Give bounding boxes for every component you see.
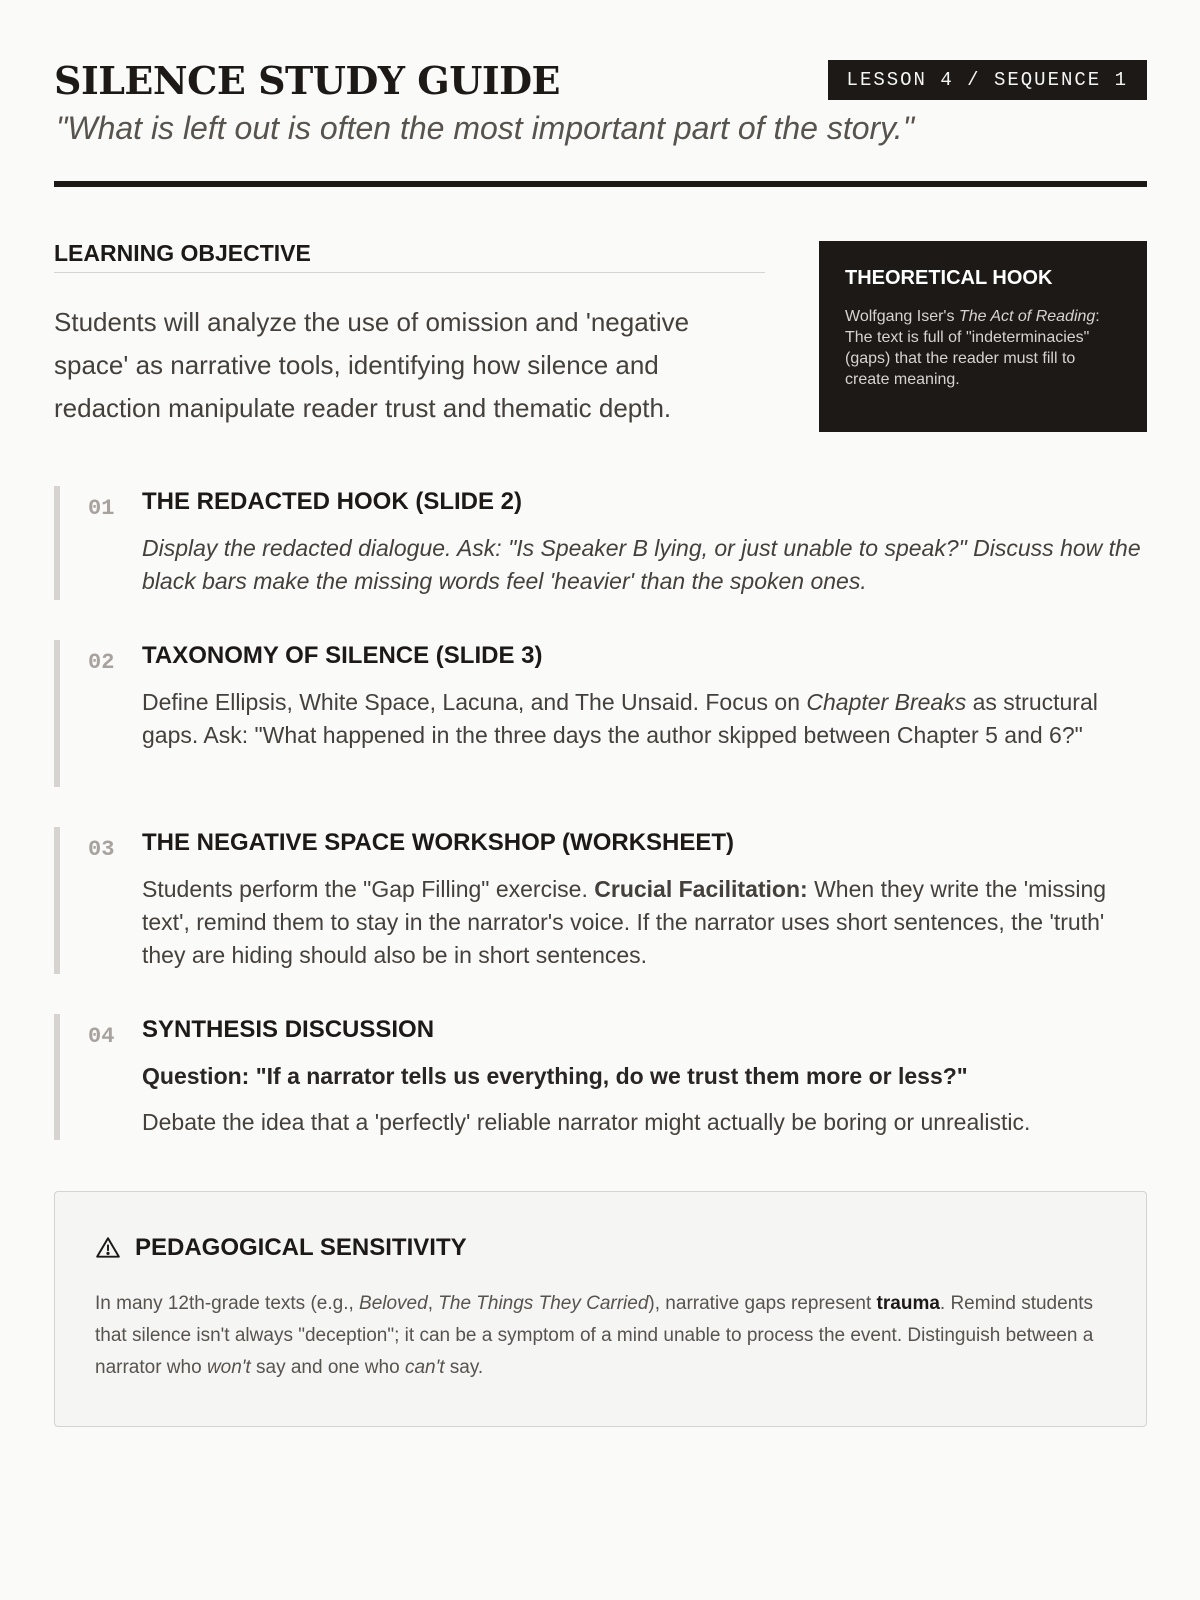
sens-text-part: ), narrative gaps represent <box>648 1293 877 1314</box>
step-body <box>142 873 1147 972</box>
sensitivity-title: PEDAGOGICAL SENSITIVITY <box>135 1234 467 1261</box>
step-number: 02 <box>88 650 115 675</box>
learning-objective-text: Students will analyze the use of omission and 'negative space' as narrative tools, identifying how silence and redaction manipulate reader trust and thematic depth. <box>54 307 690 423</box>
hook-rest: : The text is full of "indeterminacies" (gaps) that the reader must fill to create meaning. <box>845 308 1100 388</box>
lesson-badge: LESSON 4 / SEQUENCE 1 <box>828 60 1147 100</box>
lesson-steps <box>54 486 1147 1140</box>
step-number: 03 <box>88 837 115 862</box>
page-title: SILENCE STUDY GUIDE <box>54 58 561 103</box>
sens-text-part: say and one who <box>250 1357 405 1378</box>
sensitivity-text <box>95 1288 1106 1384</box>
theoretical-hook-card <box>819 241 1147 432</box>
step-item <box>54 1014 1147 1140</box>
step-item <box>54 640 1147 787</box>
sens-text-part: . Remind students that silence isn't always "deception"; it can be a symptom of a mind unable to process the event. Distinguish between a narrator who <box>95 1293 1094 1378</box>
header-divider <box>54 181 1147 187</box>
header <box>54 0 1147 190</box>
step-body-text: When they write the 'missing text', remind them to stay in the narrator's voice. If the narrator uses short sentences, the 'truth' they are hiding should also be in short sentences. <box>142 876 1107 968</box>
step-title: SYNTHESIS DISCUSSION <box>142 1016 435 1043</box>
step-item <box>54 486 1147 600</box>
step-body: Debate the idea that a 'perfectly' reliable narrator might actually be boring or unrealistic. <box>142 1109 1031 1135</box>
step-body <box>142 686 1147 752</box>
hook-book-title: The Act of Reading <box>958 308 1096 325</box>
sens-text-part: say. <box>444 1357 484 1378</box>
step-number: 01 <box>88 496 115 521</box>
sens-text-part: , <box>427 1293 439 1314</box>
theoretical-hook-title: THEORETICAL HOOK <box>845 267 1053 289</box>
sens-emphasis: won't <box>206 1357 251 1378</box>
step-title: THE REDACTED HOOK (SLIDE 2) <box>142 488 523 515</box>
sensitivity-header <box>95 1234 1106 1262</box>
study-guide-page <box>54 0 1147 1378</box>
hook-author: Wolfgang Iser's <box>845 308 959 325</box>
theoretical-hook-text <box>845 306 1121 390</box>
step-number: 04 <box>88 1024 115 1049</box>
step-title: TAXONOMY OF SILENCE (SLIDE 3) <box>142 642 543 669</box>
step-body-emphasis: Chapter Breaks <box>806 689 967 715</box>
step-title: THE NEGATIVE SPACE WORKSHOP (WORKSHEET) <box>142 829 735 856</box>
sens-strong: trauma <box>876 1293 940 1314</box>
learning-objective-section <box>54 240 765 430</box>
sens-text-part: In many 12th-grade texts (e.g., <box>95 1293 360 1314</box>
sens-emphasis: can't <box>404 1357 445 1378</box>
step-body-text: as structural gaps. Ask: "What happened in the three days the author skipped between Chapter 5 and 6?" <box>142 689 1098 748</box>
warning-icon <box>95 1235 121 1261</box>
sens-book-title: The Things They Carried <box>438 1293 649 1314</box>
epigraph-quote: "What is left out is often the most important part of the story." <box>56 110 915 146</box>
step-body-text: Define Ellipsis, White Space, Lacuna, and The Unsaid. Focus on <box>142 689 807 715</box>
sens-book-title: Beloved <box>359 1293 428 1314</box>
step-body-text: Students perform the "Gap Filling" exercise. <box>142 876 595 902</box>
step-body: Display the redacted dialogue. Ask: "Is Speaker B lying, or just unable to speak?" Discuss how the black bars make the missing words feel 'heavier' than the spoken ones. <box>142 535 1141 594</box>
step-body-strong: Crucial Facilitation: <box>594 876 808 902</box>
step-item <box>54 827 1147 974</box>
step-question: Question: "If a narrator tells us everything, do we trust them more or less?" <box>142 1063 968 1089</box>
pedagogical-sensitivity-box <box>54 1191 1147 1427</box>
learning-objective-label: LEARNING OBJECTIVE <box>54 240 765 273</box>
